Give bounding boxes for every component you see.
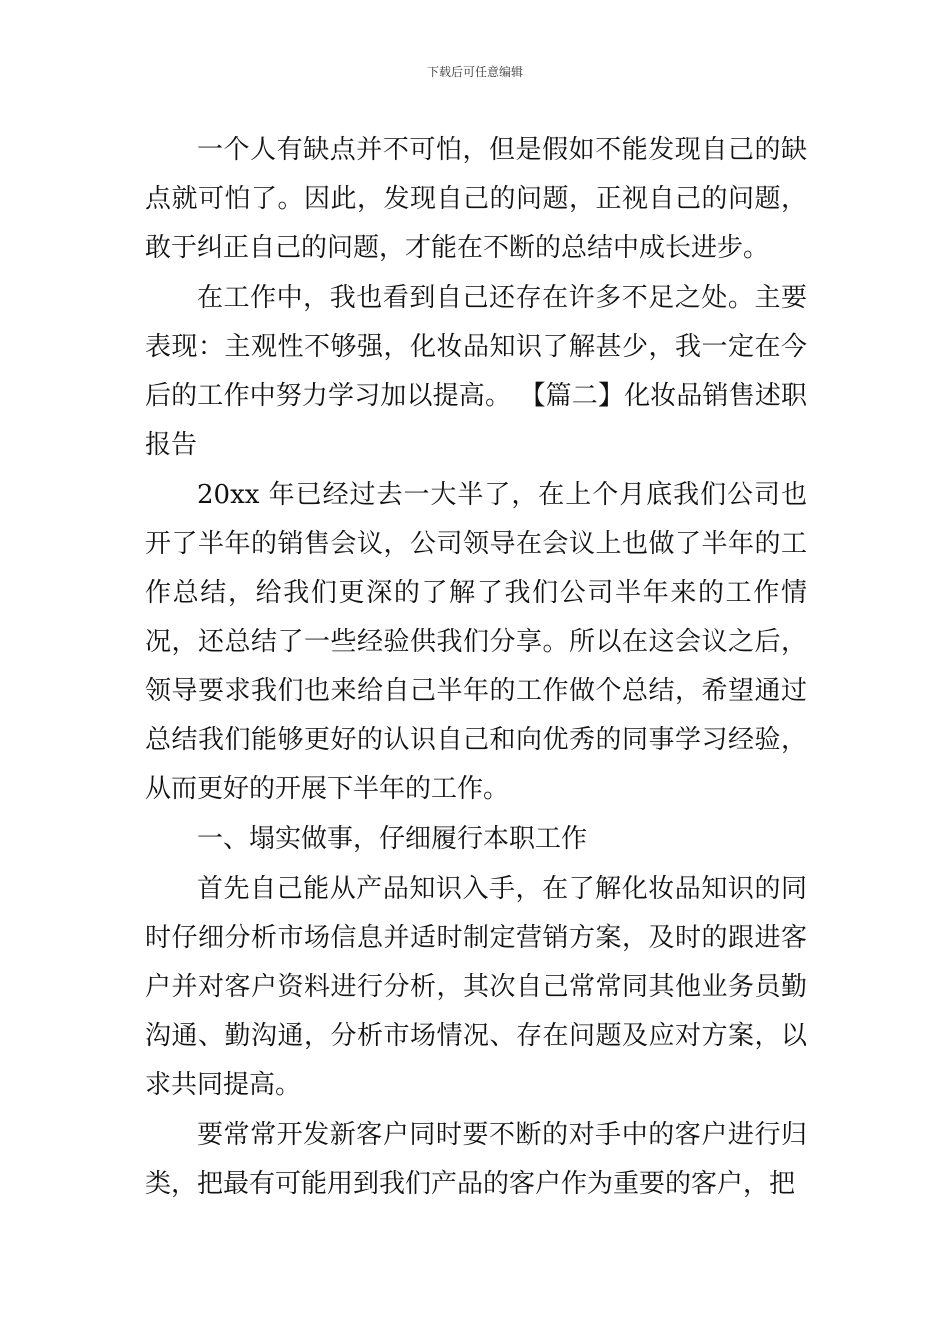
paragraph-2: 在工作中，我也看到自己还存在许多不足之处。主要表现：主观性不够强，化妆品知识了解甚少，我一定在今后的工作中努力学习加以提高。 【篇二】化妆品销售述职报告 (145, 283, 807, 460)
paragraph-4: 首先自己能从产品知识入手，在了解化妆品知识的同时仔细分析市场信息并适时制定营销方案，及时的跟进客户并对客户资料进行分析，其次自己常常同其他业务员勤沟通、勤沟通，分析市场情况、存在问题及应对方案，以求共同提高。 (145, 874, 807, 1100)
paragraph-1: 一个人有缺点并不可怕，但是假如不能发现自己的缺点就可怕了。因此，发现自己的问题，正视自己的问题，敢于纠正自己的问题，才能在不断的总结中成长进步。 (145, 135, 807, 263)
page-header: 下载后可任意编辑 (426, 65, 523, 79)
paragraph-3: 20xx 年已经过去一大半了，在上个月底我们公司也开了半年的销售会议，公司领导在会议上也做了半年的工作总结，给我们更深的了解了我们公司半年来的工作情况，还总结了一些经验供我们分享。所以在这会议之后，领导要求我们也来给自己半年的工作做个总结，希望通过总结我们能够更好的认识自己和向优秀的同事学习经验，从而更好的开展下半年的工作。 (145, 480, 807, 804)
paragraph-5: 要常常开发新客户同时要不断的对手中的客户进行归类，把最有可能用到我们产品的客户作为重要的客户，把 (145, 1120, 807, 1199)
section-heading: 一、塌实做事，仔细履行本职工作 (197, 824, 588, 854)
document-body (145, 126, 807, 1209)
